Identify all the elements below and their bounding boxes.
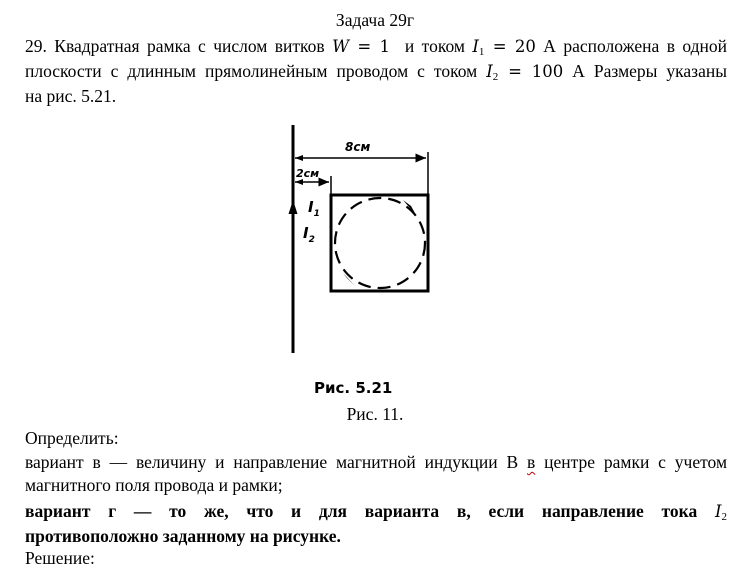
figure-5-21 [270,118,470,403]
wire-frame-diagram [270,118,470,403]
square-frame [331,195,428,291]
determine-label: Определить: [25,428,119,448]
statement-line-3: на рис. 5.21. [25,86,117,106]
dim-label-8cm: 8см [345,140,371,154]
label-I1: $I_1$ [308,198,320,219]
statement-line-1: 29. Квадратная рамка с числом витков W = 1 и током $I_1 = 20$ А расположена в одной [25,36,728,58]
variant-g [25,499,727,548]
label-I2: $I_2$ [303,224,315,245]
spellcheck-marked-word: в [527,452,536,472]
variant-g-line-2: противоположно заданному на рисунке. [25,526,341,546]
variant-g-line-1: вариант г — то же, что и для варианта в, если направление тока $I_2$ [25,501,727,523]
dim-label-2cm: 2см [296,167,320,180]
field-line-circle [335,198,425,288]
variant-v-line-2: магнитного поля провода и рамки; [25,475,283,495]
book-figure-caption: Рис. 5.21 [314,379,393,397]
wire-current-arrow [289,200,298,214]
variant-v [25,451,727,497]
variant-v-line-1: вариант в — величину и направление магнитной индукции В в центре рамки с учетом [25,452,728,472]
statement-line-2: плоскости с длинным прямолинейным проводом с током $I_2 = 100$ А Размеры указаны [25,61,727,83]
dim-arrow-8cm-left [295,155,303,161]
problem-title: Задача 29г [335,10,415,30]
solution-label: Решение: [25,548,95,568]
figure-caption: Рис. 11. [346,404,404,424]
problem-statement [25,34,727,109]
